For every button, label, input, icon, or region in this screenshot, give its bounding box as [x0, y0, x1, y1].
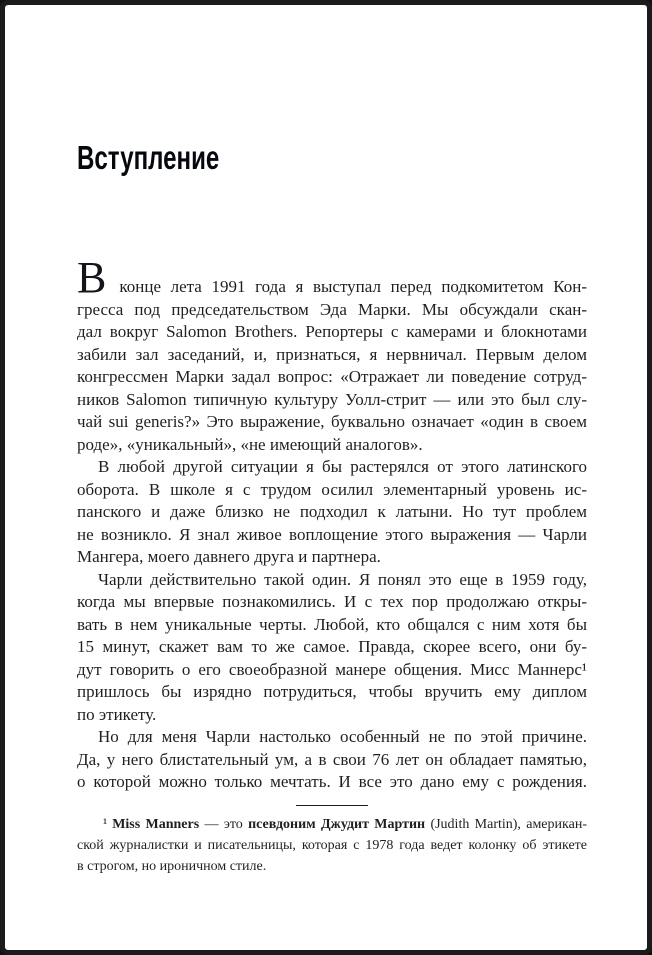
text-line: ников Salomon типичную культуру Уолл-стрит — или это был слу- — [77, 389, 587, 409]
text-line: не возникло. Я знал живое воплощение этого выражения — Чарли — [77, 524, 587, 544]
paragraph-1-first-line — [77, 253, 587, 302]
paragraph-1-lines — [77, 299, 587, 457]
footnote-first-line — [77, 814, 587, 835]
footnote-text-1: — это — [199, 816, 249, 832]
footnote-text-2: (Judith Martin), американ- — [425, 816, 587, 832]
raised-initial-cap: В — [77, 253, 107, 302]
text-line: конгрессмен Марки задал вопрос: «Отражает ли поведение сотруд- — [77, 367, 587, 386]
text-line: Мангера, моего давнего друга и партнера. — [77, 547, 381, 566]
chapter-heading: Вступление — [77, 139, 220, 176]
text-line: панского и даже близко не подходил к латыни. Но тут проблем — [77, 502, 587, 521]
footnote-lines — [77, 835, 587, 877]
paragraph-1 — [77, 253, 587, 456]
footnote-bold-term: Miss Manners — [112, 816, 200, 832]
text-line: вать в нем уникальные черты. Любой, кто общался с ним хотя бы — [77, 614, 587, 634]
text-line: оборота. В школе я с трудом осилил элементарный уровень ис- — [77, 479, 587, 499]
text-line: Да, у него блистательный ум, а в свои 76 лет он обладает памятью, — [77, 749, 587, 769]
text-line: пришлось бы изрядно потрудиться, чтобы вручить ему диплом — [77, 682, 587, 701]
text-line: дут говорить о его своеобразной манере общения. Мисс Маннерс¹ — [77, 659, 587, 679]
footnote-marker: ¹ — [103, 816, 108, 832]
text-line: В любой другой ситуации я бы растерялся от этого латинского — [98, 457, 587, 476]
page-content — [5, 5, 647, 877]
footnote — [77, 814, 587, 877]
body-text — [77, 253, 587, 794]
text-line: Чарли действительно такой один. Я понял это еще в 1959 году, — [98, 569, 587, 589]
text-line: 15 минут, скажет вам то же самое. Правда, скорее всего, они бу- — [77, 637, 587, 656]
text-line: ской журналистки и писательницы, которая с 1978 года ведет колонку об этикете — [77, 837, 587, 853]
text-line: Но для меня Чарли настолько особенный не по этой причине. — [98, 727, 587, 746]
paragraph-3 — [77, 569, 587, 727]
footnote-separator — [296, 805, 368, 806]
text-line: дал вокруг Salomon Brothers. Репортеры с камерами и блокнотами — [77, 322, 587, 341]
text-line: о которой можно только мечтать. И все это дано ему с рождения. — [77, 772, 587, 791]
text-line: по этикету. — [77, 704, 157, 724]
text-line: роде», «уникальный», «не имеющий аналогов». — [77, 434, 423, 454]
paragraph-4 — [77, 726, 587, 794]
text-line: в строгом, но ироничном стиле. — [77, 858, 267, 874]
text-line: когда мы впервые познакомились. И с тех пор продолжаю откры- — [77, 592, 587, 611]
paragraph-2 — [77, 456, 587, 569]
paragraph-1-first-line-text: конце лета 1991 года я выступал перед подкомитетом Кон- — [119, 277, 587, 296]
text-line: чай sui generis?» Это выражение, буквально означает «один в своем — [77, 412, 587, 431]
footnote-bold-name: псевдоним Джудит Мартин — [248, 816, 426, 832]
text-line: забили зал заседаний, и, признаться, я нервничал. Первым делом — [77, 344, 587, 364]
text-line: гресса под председательством Эда Марки. Мы обсуждали скан- — [77, 299, 587, 319]
